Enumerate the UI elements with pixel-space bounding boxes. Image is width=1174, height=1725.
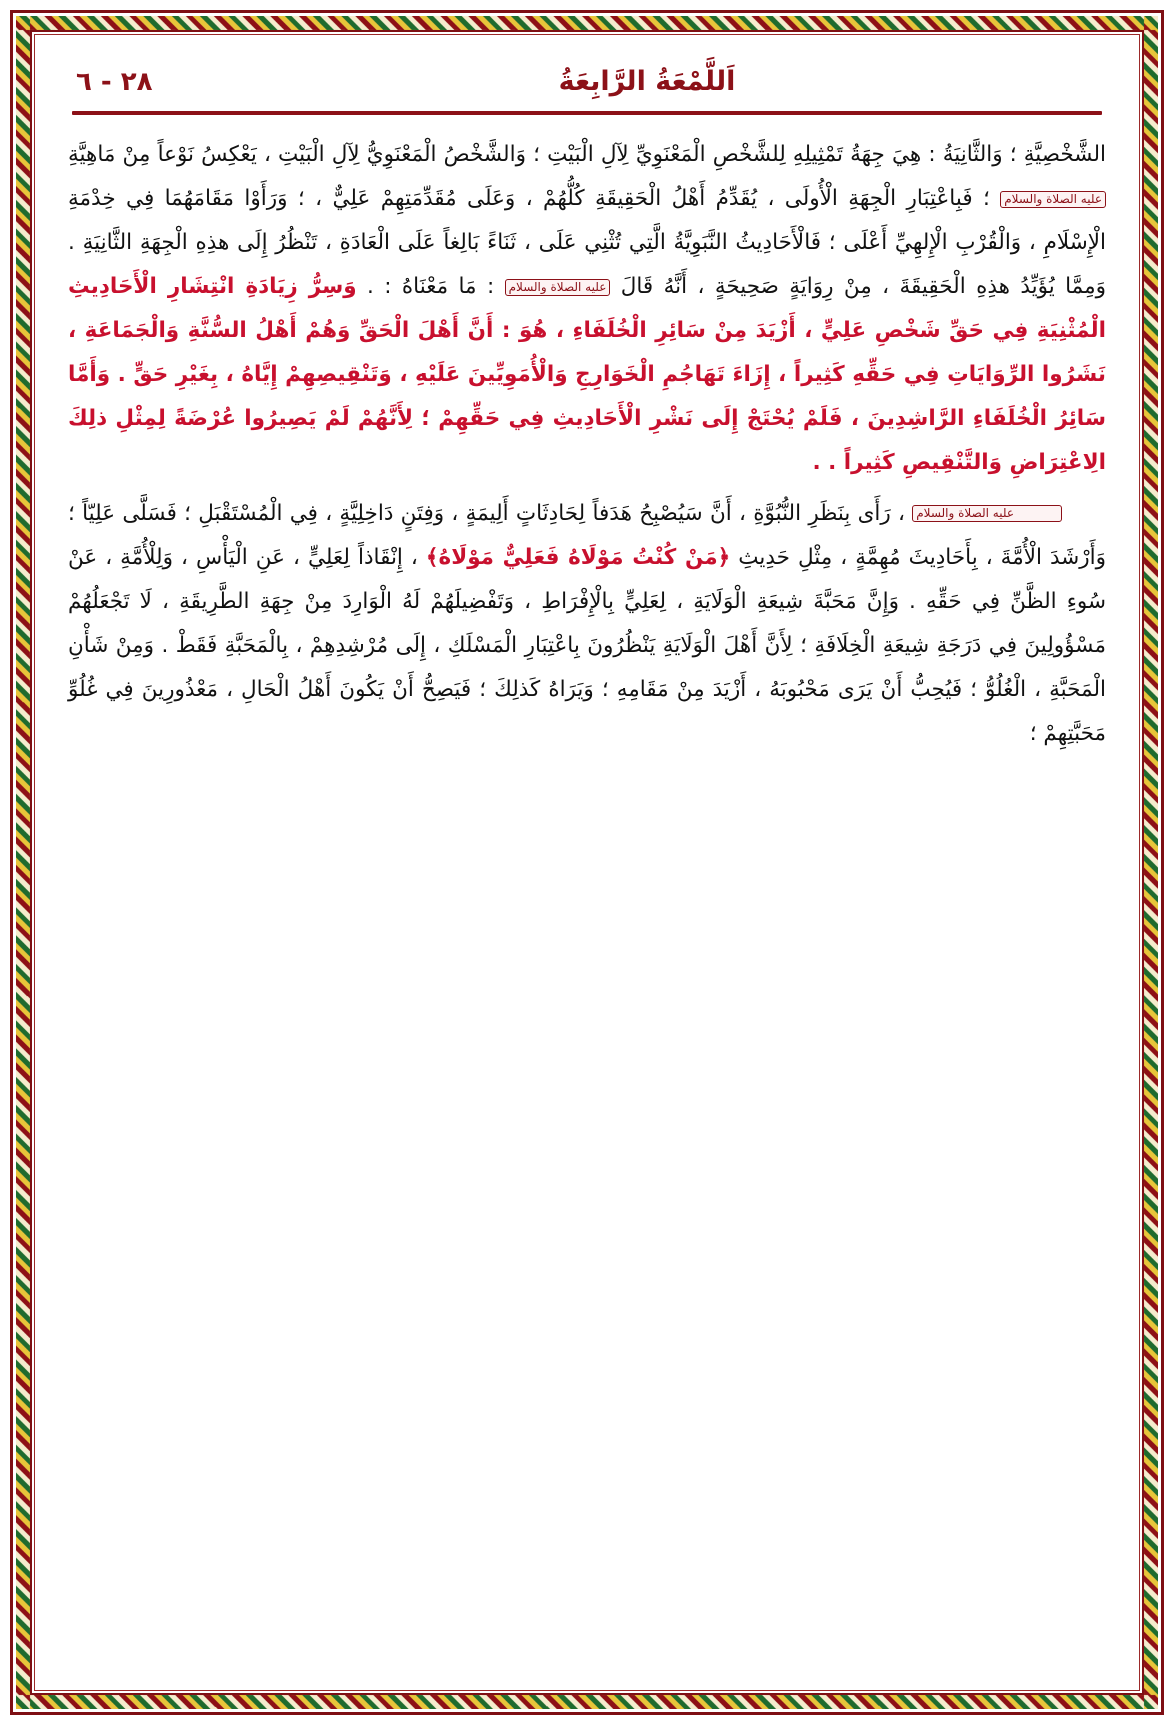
hadith-quote: ﴿مَنْ كُنْتُ مَوْلَاهُ فَعَلِيٌّ مَوْلَاهُ﴾ (425, 544, 731, 570)
p3-seg-4: سَيُصْبِحُ هَدَفاً لِحَادِثَاتٍ أَلِيمَةٍ ، وَفِتَنٍ دَاخِلِيَّةٍ ، فِي الْمُسْتَقْبَلِ ؛ فَسَلَّى عَلِيّاً ؛ وَأَرْشَدَ الْأُمَّةَ ، بِأَحَادِيثَ مُهِمَّةٍ ، مِثْلِ حَدِيثِ (68, 500, 1107, 570)
prophet-seal-icon-3: عليه الصلاة والسلام (912, 505, 1062, 522)
paragraph-1 (68, 133, 1106, 486)
p1-seg-1: الشَّخْصِيَّةِ ؛ وَالثَّانِيَةُ : هِيَ جِهَةُ تَمْثِيلِهِ لِلشَّخْصِ الْمَعْنَوِيِّ لِآلِ الْبَيْتِ ؛ وَالشَّخْصُ الْمَعْنَوِيُّ لِآلِ الْبَيْتِ ، يَعْكِسُ نَوْعاً مِنْ مَاهِيَّةِ (68, 142, 1106, 167)
p1-seg-11: : مَا مَعْنَاهُ : (373, 274, 505, 300)
p1-seg-3: ؛ فَبِاعْتِبَارِ الْجِهَةِ الْأُولَى ، يُقَدِّمُ أَهْلُ الْحَقِيقَةِ كُلُّهُمْ ، وَعَلَى مُقَدِّمَتِهِمْ عَلِيٌّ ، (304, 186, 1001, 212)
p3-seg-6: ، إِنْقَاذاً لِعَلِيٍّ ، عَنِ الْيَأْسِ ، وَلِلْأُمَّةِ ، عَنْ سُوءِ الظَّنِّ فِي حَقِّهِ . وَإِنَّ مَحَبَّةَ شِيعَةِ الْوَلَايَةِ ، لِعَلِيٍّ بِالْإِفْرَاطِ ، وَتَفْضِيلَهُمْ لَهُ الْوَارِدَ مِنْ جِهَةِ الطَّرِيقَةِ ، لَا تَجْعَلُهُمْ مَسْؤُولِينَ فِي دَرَجَةِ شِيعَةِ الْخِلَافَةِ ؛ لِأَنَّ أَهْلَ الْوَلَايَةِ يَنْظُرُونَ بِاعْتِبَارِ الْمَسْلَكِ ، إِلَى مُرْشِدِهِمْ ، بِالْمَحَبَّةِ فَقَطْ . وَمِنْ شَأْنِ الْمَحَبَّةِ ، الْغُلُوُّ ؛ فَيُحِبُّ أَنْ يَرَى مَحْبُوبَهُ ، أَزْيَدَ مِنْ مَقَامِهِ ؛ وَيَرَاهُ كَذلِكَ ؛ فَيَصِحُّ أَنْ يَكُونَ أَهْلُ الْحَالِ ، مَعْذُورِينَ فِي غُلُوِّ مَحَبَّتِهِمْ ؛ (68, 544, 1106, 746)
p1-seg-9: ، ثَنَاءً بَالِغاً عَلَى الْعَادَةِ ، تَنْظُرُ إِلَى هذِهِ الْجِهَةِ الثَّانِيَةِ . وَمِمَّا يُؤَيِّدُ هذِهِ الْحَقِيقَةَ ، مِنْ رِوَايَةٍ صَحِيحَةٍ ، أَنَّهُ قَالَ (68, 230, 1106, 300)
prophet-seal-icon: عليه الصلاة والسلام (1000, 191, 1106, 208)
page-number: ٢٨ - ٦ (76, 67, 153, 97)
page-title: اَللَّمْعَةُ الرَّابِعَةُ (558, 66, 736, 97)
p3-seg-2: ، رَأَى بِنَظَرِ النُّبُوَّةِ ، أَنَّ (702, 500, 913, 526)
p1-seg-13: . (356, 274, 374, 300)
p1-seg-5: ؛ وَرَأَوْا مَقَامَهُمَا فِي خِدْمَةِ الْإِسْلَامِ ، وَالْقُرْبِ الْإِلهِيِّ أَعْلَى ؛ (68, 186, 1107, 256)
page-header (68, 60, 1106, 97)
body-text (68, 133, 1106, 756)
header-divider (72, 111, 1102, 115)
paragraph-3 (68, 492, 1106, 756)
prophet-seal-icon-2: عليه الصلاة والسلام (505, 279, 611, 296)
page-content (46, 46, 1128, 1679)
paragraph-2-red: وَسِرُّ زِيَادَةِ انْتِشَارِ الْأَحَادِيثِ الْمُثْنِيَةِ فِي حَقِّ شَخْصِ عَلِيٍّ ، أَزْيَدَ مِنْ سَائِرِ الْخُلَفَاءِ ، هُوَ : أَنَّ أَهْلَ الْحَقِّ وَهُمْ أَهْلُ السُّنَّةِ وَالْجَمَاعَةِ ، نَشَرُوا الرِّوَايَاتِ فِي حَقِّهِ كَثِيراً ، إِزَاءَ تَهَاجُمِ الْخَوَارِجِ وَالْأُمَوِيِّينَ عَلَيْهِ ، وَتَنْقِيصِهِمْ إِيَّاهُ ، بِغَيْرِ حَقٍّ . وَأَمَّا سَائِرُ الْخُلَفَاءِ الرَّاشِدِينَ ، فَلَمْ يُحْتَجْ إِلَى نَشْرِ الْأَحَادِيثِ فِي حَقِّهِمْ ؛ لِأَنَّهُمْ لَمْ يَصِيرُوا عُرْضَةً لِمِثْلِ ذلِكَ الِاعْتِرَاضِ وَالتَّنْقِيصِ كَثِيراً . . (68, 274, 1106, 476)
p1-seg-7: فَالْأَحَادِيثُ النَّبَوِيَّةُ الَّتِي تُثْنِي عَلَى (530, 230, 822, 256)
